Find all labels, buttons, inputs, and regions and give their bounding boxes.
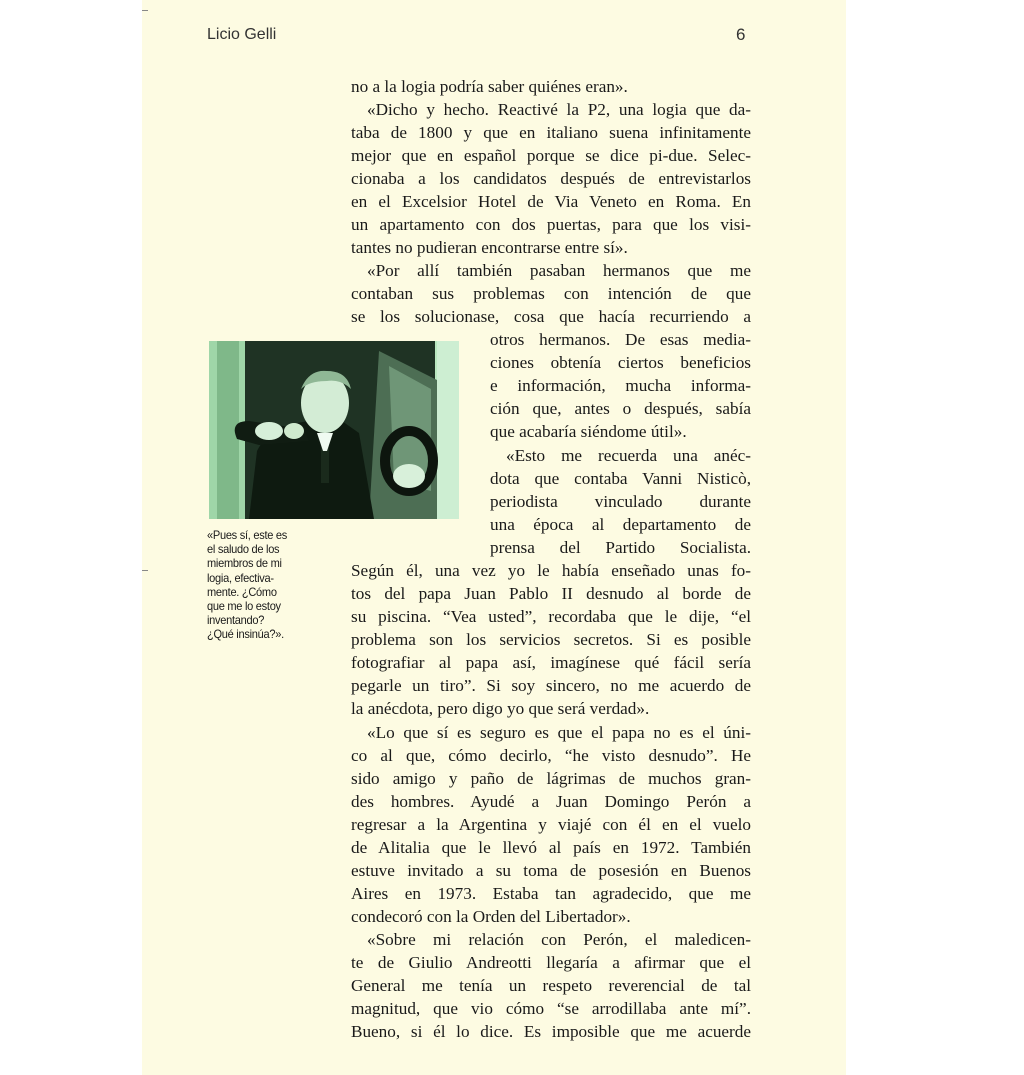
caption-line: «Pues sí, este es [207,528,287,542]
body-line: magnitud, que vio cómo “se arrodillaba ante mí”. [351,999,751,1018]
body-line: condecoró con la Orden del Libertador». [351,907,631,926]
man-gesture-photo-graphic [209,341,459,519]
caption-line: el saludo de los [207,542,280,557]
body-line: ciones obtenía ciertos beneficios [490,353,751,372]
body-line: dota que contaba Vanni Nisticò, [490,469,751,488]
body-line: pegarle un tiro”. Si soy sincero, no me acuerdo de [351,676,751,695]
body-line: te de Giulio Andreotti llegaría a afirmar que el [351,953,751,972]
caption-line: miembros de mi [207,556,282,571]
photo-caption [207,528,308,642]
body-line: sido amigo y paño de lágrimas de muchos gran- [351,769,751,788]
body-line: fotografiar al papa así, imagínese qué fácil sería [351,653,751,672]
body-line: «Sobre mi relación con Perón, el maledicen- [367,930,751,949]
body-line: Según él, una vez yo le había enseñado unas fo- [351,561,751,580]
body-line: des hombres. Ayudé a Juan Domingo Perón a [351,792,751,811]
body-line: estuve invitado a su toma de posesión en Buenos [351,861,751,880]
body-line: Bueno, si él lo dice. Es imposible que me acuerde [351,1022,751,1041]
body-line: «Esto me recuerda una anéc- [506,446,751,465]
body-line: cionaba a los candidatos después de entrevistarlos [351,169,751,188]
caption-line: logia, efectiva- [207,570,274,585]
page-number: 6 [736,25,746,44]
body-line: de Alitalia que le llevó al país en 1972. También [351,838,751,857]
crop-mark-top [142,10,148,11]
body-line: un apartamento con dos puertas, para que los visi- [351,215,751,234]
body-line: contaban sus problemas con intención de que [351,284,751,303]
body-line: la anécdota, pero digo yo que será verdad». [351,699,650,718]
body-line: «Dicho y hecho. Reactivé la P2, una logia que da- [367,100,751,119]
body-line: «Por allí también pasaban hermanos que me [367,261,751,280]
body-line: «Lo que sí es seguro es que el papa no es el úni- [367,723,751,742]
body-line: tos del papa Juan Pablo II desnudo al borde de [351,584,751,603]
body-line: su piscina. “Vea usted”, recordaba que le dije, “el [351,607,751,626]
body-line: que acabaría siéndome útil». [490,422,687,441]
body-line: co al que, cómo decirlo, “he visto desnudo”. He [351,746,751,765]
body-line: prensa del Partido Socialista. [490,538,751,557]
body-line: se los solucionase, cosa que hacía recurriendo a [351,307,751,326]
caption-line: ¿Qué insinúa?». [207,627,284,642]
body-line: en el Excelsior Hotel de Via Veneto en Roma. En [351,192,751,211]
body-line: taba de 1800 y que en italiano suena infinitamente [351,123,751,142]
body-line: problema son los servicios secretos. Si es posible [351,630,751,649]
portrait-photo [209,341,459,519]
body-line: e información, mucha informa- [490,376,751,395]
body-line: tantes no pudieran encontrarse entre sí». [351,238,628,257]
caption-line: mente. ¿Cómo [207,584,277,599]
crop-mark-middle [142,570,148,571]
body-line: regresar a la Argentina y viajé con él en el vuelo [351,815,751,834]
body-line: periodista vinculado durante [490,492,751,511]
body-line: no a la logia podría saber quiénes eran». [351,77,628,96]
running-header-author: Licio Gelli [207,26,277,43]
body-line: ción que, antes o después, sabía [490,399,751,418]
body-line: una época al departamento de [490,515,751,534]
caption-line: inventando? [207,613,265,628]
caption-line: que me lo estoy [207,599,281,614]
body-line: otros hermanos. De esas media- [490,330,751,349]
body-line: Aires en 1973. Estaba tan agradecido, que me [351,884,751,903]
body-line: mejor que en español porque se dice pi-due. Selec- [351,146,751,165]
body-line: General me tenía un respeto reverencial de tal [351,976,751,995]
